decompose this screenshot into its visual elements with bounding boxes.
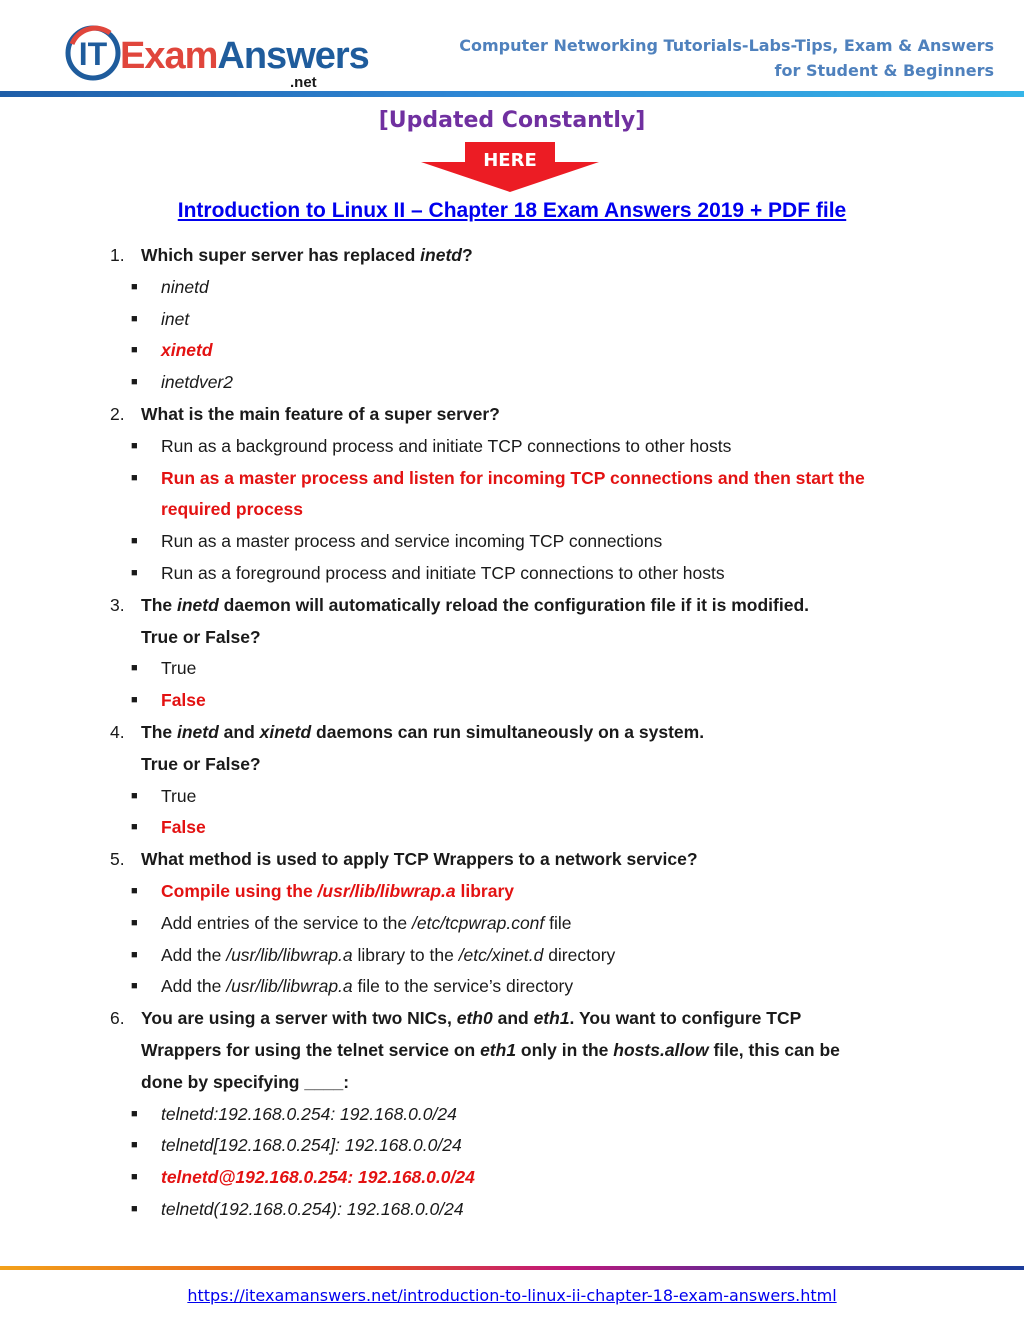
logo-brand-text: ExamAnswers <box>120 35 369 77</box>
answer-option: ■ ninetd <box>131 276 209 297</box>
tagline-line-2: for Student & Beginners <box>774 61 994 80</box>
correct-answer-option: ■ xinetd <box>131 340 213 361</box>
correct-answer-option: ■ Compile using the /usr/lib/libwrap.a library <box>131 880 515 901</box>
question-list <box>0 240 1024 1226</box>
question-1-options <box>0 272 1024 399</box>
answer-option: ■ telnetd(192.168.0.254): 192.168.0.0/24 <box>131 1198 464 1219</box>
question-6-options <box>0 1099 1024 1226</box>
answer-option: ■ telnetd:192.168.0.254: 192.168.0.0/24 <box>131 1103 457 1124</box>
logo-ring-icon <box>64 24 122 82</box>
answer-option: ■ Run as a foreground process and initiate TCP connections to other hosts <box>131 562 725 583</box>
answer-option: ■ telnetd[192.168.0.254]: 192.168.0.0/24 <box>131 1135 462 1156</box>
site-logo[interactable] <box>64 22 369 91</box>
correct-answer-option: ■ False <box>131 817 206 838</box>
question-3: 3. The inetd daemon will automatically reload the configuration file if it is modified. True or False? <box>110 594 810 647</box>
correct-answer-option: ■ Run as a master process and listen for incoming TCP connections and then start the required process <box>131 467 865 520</box>
answer-option: ■ Add entries of the service to the /etc/tcpwrap.conf file <box>131 912 572 933</box>
here-label[interactable]: HERE <box>483 150 537 171</box>
question-1: 1. Which super server has replaced inetd? <box>0 240 1024 272</box>
question-number: 1. <box>110 245 125 265</box>
correct-answer-option: ■ telnetd@192.168.0.254: 192.168.0.0/24 <box>131 1167 475 1188</box>
site-tagline <box>459 33 994 83</box>
tagline-line-1: Computer Networking Tutorials-Labs-Tips, Exam & Answers <box>459 36 994 55</box>
footer-divider <box>0 1266 1024 1270</box>
footer-source-link[interactable]: https://itexamanswers.net/introduction-to-linux-ii-chapter-18-exam-answers.html <box>187 1286 837 1305</box>
answer-option: ■ Add the /usr/lib/libwrap.a library to the /etc/xinet.d directory <box>131 944 616 965</box>
question-2: 2. What is the main feature of a super server? <box>110 403 500 424</box>
header-divider <box>0 91 1024 97</box>
answer-option: ■ Add the /usr/lib/libwrap.a file to the service’s directory <box>131 976 574 997</box>
answer-option: ■ True <box>131 785 197 806</box>
question-5: 5. What method is used to apply TCP Wrappers to a network service? <box>110 849 698 870</box>
question-4: 4. The inetd and xinetd daemons can run simultaneously on a system. True or False? <box>110 721 705 774</box>
answer-option: ■ inetdver2 <box>131 372 233 393</box>
updated-constantly-banner: [Updated Constantly] <box>378 108 646 133</box>
answer-option: ■ Run as a master process and service incoming TCP connections <box>131 531 663 552</box>
logo-it-text: IT <box>78 36 108 72</box>
answer-option: ■ Run as a background process and initiate TCP connections to other hosts <box>131 435 732 456</box>
page-title-link[interactable]: Introduction to Linux II – Chapter 18 Exam Answers 2019 + PDF file <box>177 199 847 222</box>
correct-answer-option: ■ False <box>131 690 206 711</box>
answer-option: ■ True <box>131 658 197 679</box>
logo-net-text: .net <box>290 74 317 91</box>
answer-option: ■ inet <box>131 308 190 329</box>
question-6: 6. You are using a server with two NICs, eth0 and eth1. You want to configure TCP Wrappers for using the telnet service on eth1 only in the hosts.allow file, this can be done by specifying ____: <box>110 1008 840 1092</box>
